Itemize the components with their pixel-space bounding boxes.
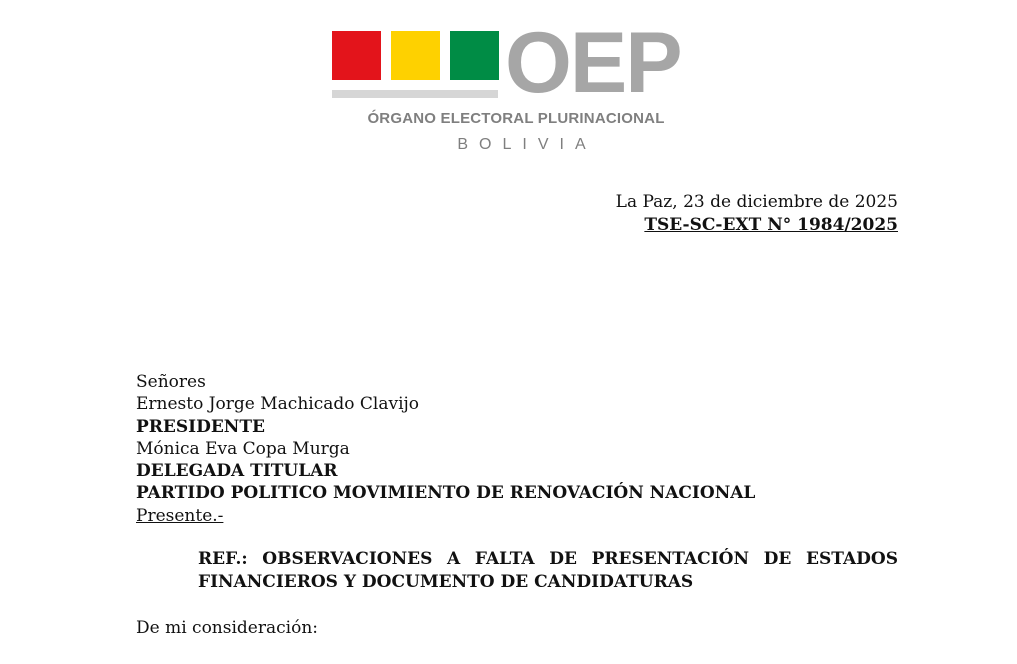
recipient-title-2: DELEGADA TITULAR	[136, 461, 338, 482]
salutation: Señores	[136, 372, 206, 392]
logo-underline-bar	[332, 90, 498, 98]
subject-reference: REF.: OBSERVACIONES A FALTA DE PRESENTACIÓN DE ESTADOS FINANCIEROS Y DOCUMENTO DE CANDIDATURAS	[198, 549, 898, 592]
country-name: BOLIVIA	[457, 136, 597, 153]
logo-red-square	[332, 31, 381, 80]
letterhead-logo	[0, 0, 1017, 160]
date-line: La Paz, 23 de diciembre de 2025	[615, 192, 898, 212]
recipient-organization: PARTIDO POLITICO MOVIMIENTO DE RENOVACIÓN NACIONAL	[136, 483, 756, 504]
logo-yellow-square	[391, 31, 440, 80]
recipients-block	[136, 371, 836, 527]
greeting: De mi consideración:	[136, 618, 318, 638]
logo-green-square	[450, 31, 499, 80]
logo-oep-text: OEP	[505, 15, 681, 111]
recipient-name-1: Ernesto Jorge Machicado Clavijo	[136, 394, 420, 415]
reference-number: TSE-SC-EXT N° 1984/2025	[644, 215, 898, 235]
presente-line: Presente.-	[136, 505, 224, 526]
organization-name: ÓRGANO ELECTORAL PLURINACIONAL	[367, 110, 665, 127]
recipient-name-2: Mónica Eva Copa Murga	[136, 438, 350, 459]
recipient-title-1: PRESIDENTE	[136, 416, 265, 437]
